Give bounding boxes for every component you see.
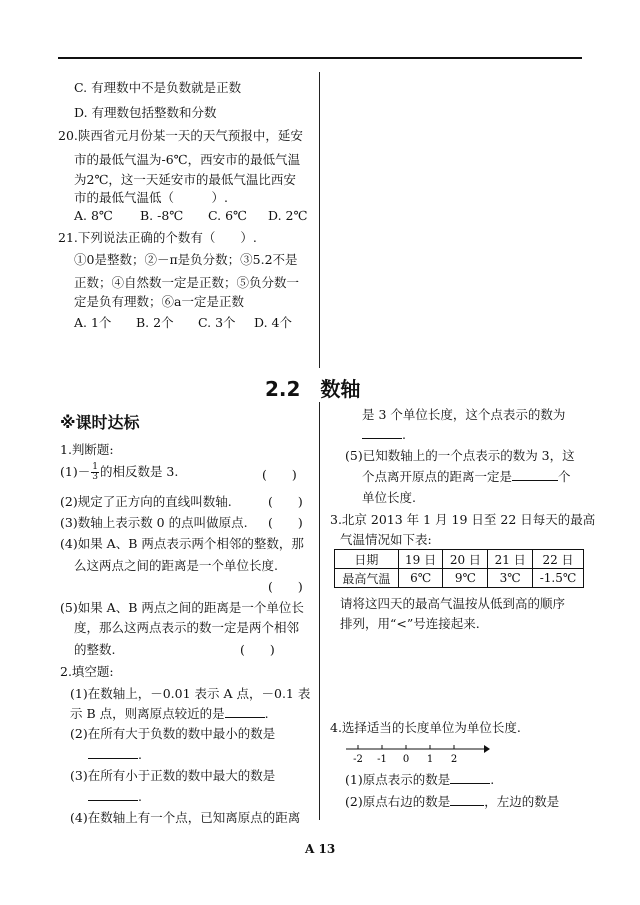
page-number: A 13 bbox=[305, 842, 336, 856]
judge-heading: 1.判断题: bbox=[60, 442, 114, 457]
judge-item-5-line-1: (5)如果 A、B 两点之间的距离是一个单位长 bbox=[60, 600, 304, 615]
table-header-row bbox=[335, 550, 584, 569]
arrow-right-icon bbox=[484, 745, 490, 753]
header-rule bbox=[58, 57, 582, 59]
axis-ticks bbox=[353, 745, 457, 765]
q21-option-a: A. 1个 bbox=[74, 315, 112, 330]
table-cell: 22 日 bbox=[533, 550, 584, 569]
q3-line-4: 排列，用“<”号连接起来. bbox=[340, 616, 480, 631]
table-cell: 19 日 bbox=[398, 550, 443, 569]
section-subtitle: ※课时达标 bbox=[60, 413, 140, 432]
axis-tick-label: 2 bbox=[450, 754, 458, 765]
option-c-text: C. 有理数中不是负数就是正数 bbox=[74, 80, 242, 95]
judge-item-2: (2)规定了正方向的直线叫数轴. bbox=[60, 494, 232, 509]
answer-blank[interactable] bbox=[225, 705, 265, 718]
q21-option-d: D. 4个 bbox=[254, 315, 292, 330]
right-cont-line: 是 3 个单位长度，这个点表示的数为 bbox=[362, 407, 566, 422]
table-cell: 最高气温 bbox=[335, 569, 399, 588]
fill-item-2: (2)在所有大于负数的数中最小的数是 bbox=[70, 726, 276, 741]
q21-option-b: B. 2个 bbox=[136, 315, 174, 330]
judge-item-1 bbox=[60, 462, 178, 482]
fill-item-3: (3)在所有小于正数的数中最大的数是 bbox=[70, 768, 276, 783]
fill-item-3-answer bbox=[88, 788, 142, 804]
q20-option-a: A. 8℃ bbox=[74, 208, 113, 223]
q21-line-1: 21.下列说法正确的个数有（ ）. bbox=[58, 230, 257, 245]
fill-item-4: (4)在数轴上有一个点，已知离原点的距离 bbox=[70, 810, 301, 825]
axis-tick-label: -2 bbox=[353, 754, 363, 765]
q21-line-3: 正数；④自然数一定是正数；⑤负分数一 bbox=[74, 275, 300, 290]
judge-item-4-line-1: (4)如果 A、B 两点表示两个相邻的整数，那 bbox=[60, 536, 304, 551]
q3-line-3: 请将这四天的最高气温按从低到高的顺序 bbox=[340, 596, 566, 611]
fill-item-1-end: . bbox=[264, 706, 269, 721]
fill-item-1-line-2 bbox=[70, 704, 269, 722]
judge-item-5-line-2: 度，那么这两点表示的数一定是两个相邻 bbox=[74, 620, 300, 635]
option-d-text: D. 有理数包括整数和分数 bbox=[74, 105, 217, 120]
q20-line-1: 20.陕西省元月份某一天的天气预报中，延安 bbox=[58, 128, 303, 143]
right-cont-end: . bbox=[402, 427, 406, 442]
number-line bbox=[340, 740, 490, 766]
q20-option-c: C. 6℃ bbox=[208, 208, 248, 223]
fraction-one-third bbox=[91, 463, 99, 482]
q3-line-1: 3.北京 2013 年 1 月 19 日至 22 日每天的最高 bbox=[330, 512, 596, 527]
answer-blank[interactable] bbox=[450, 771, 490, 784]
judge-item-1-suffix: 的相反数是 3. bbox=[99, 464, 179, 479]
q4-item-2 bbox=[345, 792, 559, 810]
judge-item-2-paren: ( ) bbox=[268, 494, 303, 509]
q4-item-1-text: (1)原点表示的数是 bbox=[345, 772, 451, 787]
q20-option-d: D. 2℃ bbox=[268, 208, 308, 223]
q4-item-1-end: . bbox=[490, 772, 495, 787]
fill-heading: 2.填空题: bbox=[60, 664, 114, 679]
fill-item-1-line-1: (1)在数轴上，－0.01 表示 A 点，－0.1 表 bbox=[70, 686, 311, 701]
judge-item-4-line-2: 么这两点之间的距离是一个单位长度. bbox=[74, 558, 278, 573]
judge-item-3-paren: ( ) bbox=[268, 515, 303, 530]
table-cell: -1.5℃ bbox=[533, 569, 584, 588]
table-cell: 21 日 bbox=[488, 550, 533, 569]
q4-item-1 bbox=[345, 770, 494, 788]
judge-item-4-paren: ( ) bbox=[268, 579, 303, 594]
table-cell: 3℃ bbox=[488, 569, 533, 588]
fraction-numerator: 1 bbox=[92, 462, 98, 472]
judge-item-5-line-3: 的整数. bbox=[74, 642, 116, 657]
table-cell: 20 日 bbox=[443, 550, 488, 569]
q20-line-4: 市的最低气温低（ ）. bbox=[74, 190, 228, 205]
q20-line-2: 市的最低气温为-6℃，西安市的最低气温 bbox=[74, 152, 301, 167]
axis-tick-label: -1 bbox=[377, 754, 387, 765]
table-cell: 6℃ bbox=[398, 569, 443, 588]
q21-line-4: 定是负有理数；⑥a一定是正数 bbox=[74, 294, 244, 309]
answer-blank[interactable] bbox=[362, 426, 402, 439]
column-divider-top bbox=[319, 72, 320, 368]
q4-item-2-text-b: ，左边的数是 bbox=[484, 794, 560, 809]
right-cont-answer bbox=[362, 426, 406, 442]
fill-item-2-answer bbox=[88, 746, 142, 762]
q3-line-2: 气温情况如下表: bbox=[340, 532, 432, 547]
fill-item-5-line-2 bbox=[362, 467, 571, 485]
answer-blank[interactable] bbox=[512, 468, 558, 481]
q21-line-2: ①0是整数；②－π是负分数；③5.2不是 bbox=[74, 252, 298, 267]
axis-tick-label: 1 bbox=[426, 754, 434, 765]
temperature-table bbox=[334, 549, 584, 588]
table-cell: 日期 bbox=[335, 550, 399, 569]
fill-item-1-text: 示 B 点，则离原点较近的是 bbox=[70, 706, 225, 721]
q20-option-b: B. -8℃ bbox=[140, 208, 184, 223]
table-row bbox=[335, 569, 584, 588]
fill-item-3-end: . bbox=[138, 789, 142, 804]
judge-item-1-prefix: (1)－ bbox=[60, 464, 91, 479]
table-cell: 9℃ bbox=[443, 569, 488, 588]
judge-item-1-paren: ( ) bbox=[262, 467, 297, 482]
fill-item-5-text: 个点离开原点的距离一定是 bbox=[362, 469, 513, 484]
q4-line: 4.选择适当的长度单位为单位长度. bbox=[330, 720, 521, 735]
q20-line-3: 为2℃，这一天延安市的最低气温比西安 bbox=[74, 172, 296, 187]
fill-item-5-line-3: 单位长度. bbox=[362, 490, 416, 505]
answer-blank[interactable] bbox=[88, 788, 138, 801]
column-divider-bottom bbox=[319, 402, 320, 820]
fill-item-2-end: . bbox=[138, 747, 142, 762]
fraction-denominator: 3 bbox=[92, 472, 98, 482]
judge-item-5-paren: ( ) bbox=[240, 642, 275, 657]
q4-item-2-text: (2)原点右边的数是 bbox=[345, 794, 451, 809]
fill-item-5-unit: 个 bbox=[558, 469, 571, 484]
axis-tick-label: 0 bbox=[402, 754, 410, 765]
answer-blank[interactable] bbox=[88, 746, 138, 759]
fill-item-5-line-1: (5)已知数轴上的一个点表示的数为 3，这 bbox=[345, 448, 575, 463]
answer-blank[interactable] bbox=[450, 793, 484, 806]
q21-option-c: C. 3个 bbox=[198, 315, 236, 330]
judge-item-3: (3)数轴上表示数 0 的点叫做原点. bbox=[60, 515, 248, 530]
section-title: 2.2 数轴 bbox=[265, 377, 361, 401]
